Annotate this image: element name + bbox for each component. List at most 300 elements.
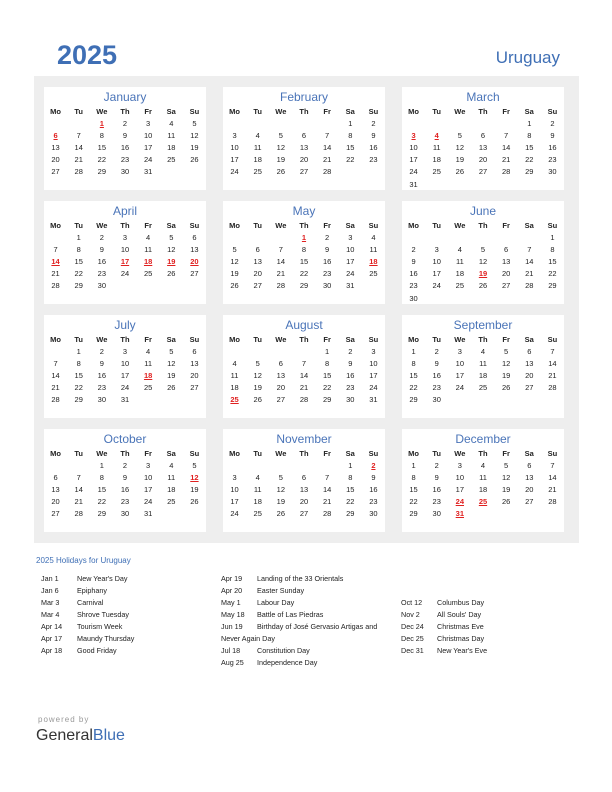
day-cell[interactable]: 6	[527, 460, 532, 470]
day-cell[interactable]: 19	[167, 256, 176, 266]
day-cell[interactable]: 11	[253, 484, 262, 494]
day-cell[interactable]: 1	[550, 232, 555, 242]
day-cell[interactable]: 24	[120, 383, 130, 393]
day-cell[interactable]: 22	[322, 383, 332, 393]
day-cell[interactable]: 17	[455, 370, 465, 380]
day-cell[interactable]: 8	[411, 358, 416, 368]
day-cell[interactable]: 7	[527, 244, 532, 254]
day-cell[interactable]: 26	[501, 497, 511, 507]
day-cell[interactable]: 17	[143, 142, 153, 152]
day-cell[interactable]: 24	[409, 167, 418, 177]
day-cell[interactable]: 23	[97, 269, 107, 279]
day-cell[interactable]: 9	[371, 130, 376, 140]
day-cell[interactable]: 30	[369, 509, 378, 519]
day-cell[interactable]: 14	[51, 256, 60, 266]
day-cell[interactable]: 11	[369, 244, 378, 254]
day-cell[interactable]: 24	[455, 383, 465, 393]
day-cell[interactable]: 20	[478, 155, 488, 165]
day-cell[interactable]: 5	[278, 472, 283, 482]
day-cell[interactable]: 2	[411, 244, 416, 254]
day-cell[interactable]: 17	[143, 484, 153, 494]
day-cell[interactable]: 30	[97, 395, 107, 405]
day-cell[interactable]: 28	[548, 383, 557, 393]
day-cell[interactable]: 28	[501, 167, 511, 177]
day-cell[interactable]: 22	[346, 155, 355, 165]
day-cell[interactable]: 25	[143, 269, 153, 279]
day-cell[interactable]: 11	[455, 256, 464, 266]
day-cell[interactable]: 3	[457, 346, 462, 356]
day-cell[interactable]: 12	[253, 370, 262, 380]
day-cell[interactable]: 8	[550, 244, 555, 254]
day-cell[interactable]: 10	[455, 472, 465, 482]
day-cell[interactable]: 21	[501, 155, 511, 165]
day-cell[interactable]: 6	[53, 472, 58, 482]
day-cell[interactable]: 27	[190, 383, 199, 393]
day-cell[interactable]: 10	[455, 358, 465, 368]
day-cell[interactable]: 22	[548, 269, 557, 279]
day-cell[interactable]: 25	[253, 509, 262, 519]
day-cell[interactable]: 31	[120, 395, 130, 405]
day-cell[interactable]: 23	[409, 281, 418, 291]
day-cell[interactable]: 8	[76, 358, 81, 368]
day-cell[interactable]: 16	[97, 370, 107, 380]
day-cell[interactable]: 1	[76, 346, 81, 356]
day-cell[interactable]: 21	[276, 269, 286, 279]
day-cell[interactable]: 20	[253, 269, 262, 279]
day-cell[interactable]: 19	[501, 484, 511, 494]
day-cell[interactable]: 26	[167, 383, 176, 393]
day-cell[interactable]: 7	[53, 358, 58, 368]
day-cell[interactable]: 13	[478, 142, 488, 152]
day-cell[interactable]: 7	[325, 130, 330, 140]
day-cell[interactable]: 4	[480, 460, 486, 470]
day-cell[interactable]: 16	[120, 142, 130, 152]
day-cell[interactable]: 2	[122, 118, 128, 128]
day-cell[interactable]: 25	[478, 383, 488, 393]
day-cell[interactable]: 9	[411, 256, 416, 266]
day-cell[interactable]: 23	[369, 497, 378, 507]
day-cell[interactable]: 29	[74, 395, 83, 405]
day-cell[interactable]: 28	[51, 395, 60, 405]
day-cell[interactable]: 5	[504, 346, 509, 356]
day-cell[interactable]: 28	[51, 281, 60, 291]
day-cell[interactable]: 8	[99, 130, 104, 140]
day-cell[interactable]: 4	[255, 130, 260, 140]
day-cell[interactable]: 30	[97, 281, 107, 291]
day-cell[interactable]: 3	[122, 346, 128, 356]
day-cell[interactable]: 31	[369, 395, 378, 405]
day-cell[interactable]: 28	[74, 167, 83, 177]
day-cell[interactable]: 16	[97, 256, 107, 266]
day-cell[interactable]: 18	[143, 370, 153, 380]
day-cell[interactable]: 9	[550, 130, 555, 140]
day-cell[interactable]: 7	[76, 472, 81, 482]
day-cell[interactable]: 31	[143, 509, 153, 519]
day-cell[interactable]: 24	[369, 383, 378, 393]
day-cell[interactable]: 29	[299, 281, 309, 291]
day-cell[interactable]: 30	[120, 167, 130, 177]
day-cell[interactable]: 7	[301, 358, 307, 368]
day-cell[interactable]: 21	[525, 269, 534, 279]
day-cell[interactable]: 29	[548, 281, 557, 291]
day-cell[interactable]: 9	[122, 472, 128, 482]
day-cell[interactable]: 16	[369, 484, 378, 494]
day-cell[interactable]: 20	[525, 370, 534, 380]
day-cell[interactable]: 15	[97, 142, 107, 152]
day-cell[interactable]: 13	[253, 256, 262, 266]
day-cell[interactable]: 6	[278, 358, 283, 368]
day-cell[interactable]: 20	[276, 383, 286, 393]
day-cell[interactable]: 6	[192, 346, 197, 356]
day-cell[interactable]: 2	[434, 346, 439, 356]
day-cell[interactable]: 21	[51, 269, 60, 279]
day-cell[interactable]: 21	[74, 155, 83, 165]
day-cell[interactable]: 6	[301, 130, 307, 140]
day-cell[interactable]: 28	[322, 509, 332, 519]
day-cell[interactable]: 15	[97, 484, 107, 494]
day-cell[interactable]: 24	[346, 269, 355, 279]
day-cell[interactable]: 6	[480, 130, 486, 140]
day-cell[interactable]: 20	[299, 497, 309, 507]
day-cell[interactable]: 12	[501, 358, 511, 368]
day-cell[interactable]: 1	[348, 118, 353, 128]
day-cell[interactable]: 19	[276, 497, 286, 507]
day-cell[interactable]: 23	[120, 155, 130, 165]
day-cell[interactable]: 15	[409, 484, 418, 494]
day-cell[interactable]: 15	[74, 256, 83, 266]
day-cell[interactable]: 30	[548, 167, 557, 177]
day-cell[interactable]: 17	[432, 269, 441, 279]
day-cell[interactable]: 13	[190, 244, 199, 254]
day-cell[interactable]: 28	[74, 509, 83, 519]
day-cell[interactable]: 14	[525, 256, 534, 266]
day-cell[interactable]: 3	[371, 346, 376, 356]
day-cell[interactable]: 21	[322, 497, 332, 507]
day-cell[interactable]: 27	[253, 281, 262, 291]
day-cell[interactable]: 3	[434, 244, 439, 254]
day-cell[interactable]: 4	[434, 130, 439, 140]
day-cell[interactable]: 16	[432, 370, 441, 380]
day-cell[interactable]: 3	[457, 460, 462, 470]
day-cell[interactable]: 24	[143, 497, 153, 507]
day-cell[interactable]: 10	[143, 130, 153, 140]
day-cell[interactable]: 6	[527, 346, 532, 356]
day-cell[interactable]: 21	[51, 383, 60, 393]
day-cell[interactable]: 8	[411, 472, 416, 482]
day-cell[interactable]: 30	[432, 395, 441, 405]
day-cell[interactable]: 18	[143, 256, 153, 266]
day-cell[interactable]: 1	[301, 232, 307, 242]
day-cell[interactable]: 14	[322, 142, 332, 152]
day-cell[interactable]: 2	[348, 346, 353, 356]
day-cell[interactable]: 13	[299, 484, 309, 494]
day-cell[interactable]: 23	[120, 497, 130, 507]
day-cell[interactable]: 22	[97, 155, 107, 165]
day-cell[interactable]: 17	[346, 256, 355, 266]
day-cell[interactable]: 16	[346, 370, 355, 380]
day-cell[interactable]: 31	[455, 509, 465, 519]
day-cell[interactable]: 25	[167, 155, 176, 165]
day-cell[interactable]: 12	[276, 142, 286, 152]
day-cell[interactable]: 11	[144, 244, 153, 254]
day-cell[interactable]: 18	[253, 497, 262, 507]
day-cell[interactable]: 1	[411, 460, 416, 470]
day-cell[interactable]: 3	[411, 130, 416, 140]
day-cell[interactable]: 3	[146, 118, 151, 128]
day-cell[interactable]: 18	[478, 484, 488, 494]
day-cell[interactable]: 2	[550, 118, 555, 128]
day-cell[interactable]: 11	[479, 472, 487, 482]
day-cell[interactable]: 5	[457, 130, 462, 140]
day-cell[interactable]: 22	[74, 383, 83, 393]
day-cell[interactable]: 25	[478, 497, 488, 507]
day-cell[interactable]: 21	[74, 497, 83, 507]
day-cell[interactable]: 6	[504, 244, 509, 254]
day-cell[interactable]: 19	[253, 383, 262, 393]
day-cell[interactable]: 14	[276, 256, 286, 266]
day-cell[interactable]: 5	[169, 346, 174, 356]
day-cell[interactable]: 29	[409, 509, 418, 519]
day-cell[interactable]: 6	[255, 244, 260, 254]
day-cell[interactable]: 9	[99, 358, 104, 368]
day-cell[interactable]: 7	[53, 244, 58, 254]
day-cell[interactable]: 19	[230, 269, 239, 279]
day-cell[interactable]: 17	[369, 370, 378, 380]
day-cell[interactable]: 21	[322, 155, 332, 165]
day-cell[interactable]: 24	[432, 281, 441, 291]
day-cell[interactable]: 5	[192, 460, 197, 470]
day-cell[interactable]: 10	[432, 256, 441, 266]
day-cell[interactable]: 29	[322, 395, 332, 405]
day-cell[interactable]: 12	[167, 358, 176, 368]
day-cell[interactable]: 11	[479, 358, 487, 368]
day-cell[interactable]: 12	[276, 484, 286, 494]
day-cell[interactable]: 2	[371, 460, 376, 470]
day-cell[interactable]: 27	[51, 167, 60, 177]
day-cell[interactable]: 22	[97, 497, 107, 507]
day-cell[interactable]: 15	[74, 370, 83, 380]
day-cell[interactable]: 21	[548, 370, 557, 380]
day-cell[interactable]: 7	[550, 346, 555, 356]
day-cell[interactable]: 31	[143, 167, 153, 177]
day-cell[interactable]: 28	[276, 281, 286, 291]
day-cell[interactable]: 8	[76, 244, 81, 254]
day-cell[interactable]: 30	[409, 293, 418, 303]
day-cell[interactable]: 15	[548, 256, 557, 266]
day-cell[interactable]: 26	[253, 395, 262, 405]
day-cell[interactable]: 31	[409, 179, 418, 189]
day-cell[interactable]: 25	[167, 497, 176, 507]
day-cell[interactable]: 2	[99, 346, 104, 356]
day-cell[interactable]: 13	[525, 358, 534, 368]
day-cell[interactable]: 13	[190, 358, 199, 368]
day-cell[interactable]: 22	[409, 383, 418, 393]
day-cell[interactable]: 12	[501, 472, 511, 482]
day-cell[interactable]: 10	[409, 142, 418, 152]
day-cell[interactable]: 9	[99, 244, 104, 254]
day-cell[interactable]: 10	[346, 244, 355, 254]
day-cell[interactable]: 27	[299, 167, 309, 177]
day-cell[interactable]: 26	[455, 167, 465, 177]
day-cell[interactable]: 26	[190, 155, 199, 165]
day-cell[interactable]: 22	[346, 497, 355, 507]
day-cell[interactable]: 27	[51, 509, 60, 519]
day-cell[interactable]: 10	[230, 484, 239, 494]
day-cell[interactable]: 17	[409, 155, 418, 165]
day-cell[interactable]: 26	[478, 281, 488, 291]
day-cell[interactable]: 3	[146, 460, 151, 470]
day-cell[interactable]: 25	[143, 383, 153, 393]
day-cell[interactable]: 26	[501, 383, 511, 393]
day-cell[interactable]: 30	[322, 281, 332, 291]
day-cell[interactable]: 3	[232, 130, 237, 140]
day-cell[interactable]: 15	[346, 142, 355, 152]
day-cell[interactable]: 4	[169, 460, 174, 470]
day-cell[interactable]: 13	[276, 370, 286, 380]
day-cell[interactable]: 23	[548, 155, 557, 165]
day-cell[interactable]: 7	[325, 472, 330, 482]
day-cell[interactable]: 7	[278, 244, 283, 254]
day-cell[interactable]: 30	[346, 395, 355, 405]
day-cell[interactable]: 15	[322, 370, 332, 380]
day-cell[interactable]: 14	[299, 370, 309, 380]
day-cell[interactable]: 2	[434, 460, 439, 470]
day-cell[interactable]: 3	[348, 232, 353, 242]
day-cell[interactable]: 6	[192, 232, 197, 242]
day-cell[interactable]: 16	[432, 484, 441, 494]
day-cell[interactable]: 11	[253, 142, 262, 152]
day-cell[interactable]: 2	[325, 232, 330, 242]
day-cell[interactable]: 31	[346, 281, 355, 291]
day-cell[interactable]: 13	[51, 484, 60, 494]
day-cell[interactable]: 29	[97, 167, 107, 177]
day-cell[interactable]: 21	[299, 383, 309, 393]
day-cell[interactable]: 11	[167, 130, 176, 140]
day-cell[interactable]: 7	[550, 460, 555, 470]
day-cell[interactable]: 26	[167, 269, 176, 279]
day-cell[interactable]: 14	[74, 484, 83, 494]
day-cell[interactable]: 10	[120, 244, 130, 254]
day-cell[interactable]: 26	[190, 497, 199, 507]
day-cell[interactable]: 24	[230, 167, 239, 177]
day-cell[interactable]: 11	[144, 358, 153, 368]
day-cell[interactable]: 25	[230, 395, 239, 405]
day-cell[interactable]: 23	[97, 383, 107, 393]
day-cell[interactable]: 16	[409, 269, 418, 279]
day-cell[interactable]: 17	[120, 256, 130, 266]
day-cell[interactable]: 26	[276, 509, 286, 519]
day-cell[interactable]: 13	[501, 256, 511, 266]
day-cell[interactable]: 27	[190, 269, 199, 279]
day-cell[interactable]: 20	[51, 497, 60, 507]
day-cell[interactable]: 16	[322, 256, 332, 266]
day-cell[interactable]: 10	[369, 358, 378, 368]
day-cell[interactable]: 14	[548, 358, 557, 368]
day-cell[interactable]: 5	[278, 130, 283, 140]
day-cell[interactable]: 26	[276, 167, 286, 177]
day-cell[interactable]: 29	[74, 281, 83, 291]
day-cell[interactable]: 18	[253, 155, 262, 165]
day-cell[interactable]: 18	[432, 155, 441, 165]
day-cell[interactable]: 27	[501, 281, 511, 291]
day-cell[interactable]: 15	[525, 142, 534, 152]
day-cell[interactable]: 24	[230, 509, 239, 519]
day-cell[interactable]: 4	[146, 346, 151, 356]
day-cell[interactable]: 18	[369, 256, 378, 266]
day-cell[interactable]: 28	[548, 497, 557, 507]
day-cell[interactable]: 9	[348, 358, 353, 368]
day-cell[interactable]: 25	[253, 167, 262, 177]
day-cell[interactable]: 1	[348, 460, 353, 470]
day-cell[interactable]: 27	[299, 509, 309, 519]
day-cell[interactable]: 30	[120, 509, 130, 519]
day-cell[interactable]: 9	[371, 472, 376, 482]
day-cell[interactable]: 24	[455, 497, 465, 507]
day-cell[interactable]: 9	[434, 358, 439, 368]
day-cell[interactable]: 29	[346, 509, 355, 519]
day-cell[interactable]: 22	[299, 269, 309, 279]
day-cell[interactable]: 5	[169, 232, 174, 242]
day-cell[interactable]: 10	[143, 472, 153, 482]
day-cell[interactable]: 27	[276, 395, 286, 405]
day-cell[interactable]: 8	[348, 472, 353, 482]
day-cell[interactable]: 28	[322, 167, 332, 177]
day-cell[interactable]: 5	[504, 460, 509, 470]
day-cell[interactable]: 29	[525, 167, 534, 177]
day-cell[interactable]: 20	[190, 370, 199, 380]
day-cell[interactable]: 12	[190, 472, 199, 482]
day-cell[interactable]: 19	[190, 484, 199, 494]
day-cell[interactable]: 20	[51, 155, 60, 165]
day-cell[interactable]: 17	[120, 370, 130, 380]
day-cell[interactable]: 15	[299, 256, 309, 266]
day-cell[interactable]: 30	[432, 509, 441, 519]
day-cell[interactable]: 18	[455, 269, 465, 279]
day-cell[interactable]: 4	[480, 346, 486, 356]
day-cell[interactable]: 4	[371, 232, 376, 242]
day-cell[interactable]: 5	[480, 244, 486, 254]
day-cell[interactable]: 2	[99, 232, 104, 242]
day-cell[interactable]: 15	[409, 370, 418, 380]
day-cell[interactable]: 1	[99, 118, 104, 128]
day-cell[interactable]: 22	[409, 497, 418, 507]
day-cell[interactable]: 15	[346, 484, 355, 494]
generalblue-logo[interactable]	[36, 727, 125, 745]
day-cell[interactable]: 12	[167, 244, 176, 254]
day-cell[interactable]: 4	[457, 244, 462, 254]
day-cell[interactable]: 21	[548, 484, 557, 494]
day-cell[interactable]: 20	[525, 484, 534, 494]
day-cell[interactable]: 19	[455, 155, 465, 165]
day-cell[interactable]: 4	[146, 232, 151, 242]
day-cell[interactable]: 16	[120, 484, 130, 494]
day-cell[interactable]: 8	[325, 358, 330, 368]
day-cell[interactable]: 9	[122, 130, 128, 140]
day-cell[interactable]: 28	[299, 395, 309, 405]
day-cell[interactable]: 17	[455, 484, 465, 494]
day-cell[interactable]: 25	[432, 167, 441, 177]
day-cell[interactable]: 25	[369, 269, 378, 279]
day-cell[interactable]: 6	[301, 472, 307, 482]
day-cell[interactable]: 4	[169, 118, 174, 128]
day-cell[interactable]: 9	[325, 244, 330, 254]
day-cell[interactable]: 13	[51, 142, 60, 152]
day-cell[interactable]: 23	[432, 383, 441, 393]
day-cell[interactable]: 8	[301, 244, 307, 254]
day-cell[interactable]: 19	[478, 269, 488, 279]
day-cell[interactable]: 24	[143, 155, 153, 165]
day-cell[interactable]: 25	[455, 281, 465, 291]
